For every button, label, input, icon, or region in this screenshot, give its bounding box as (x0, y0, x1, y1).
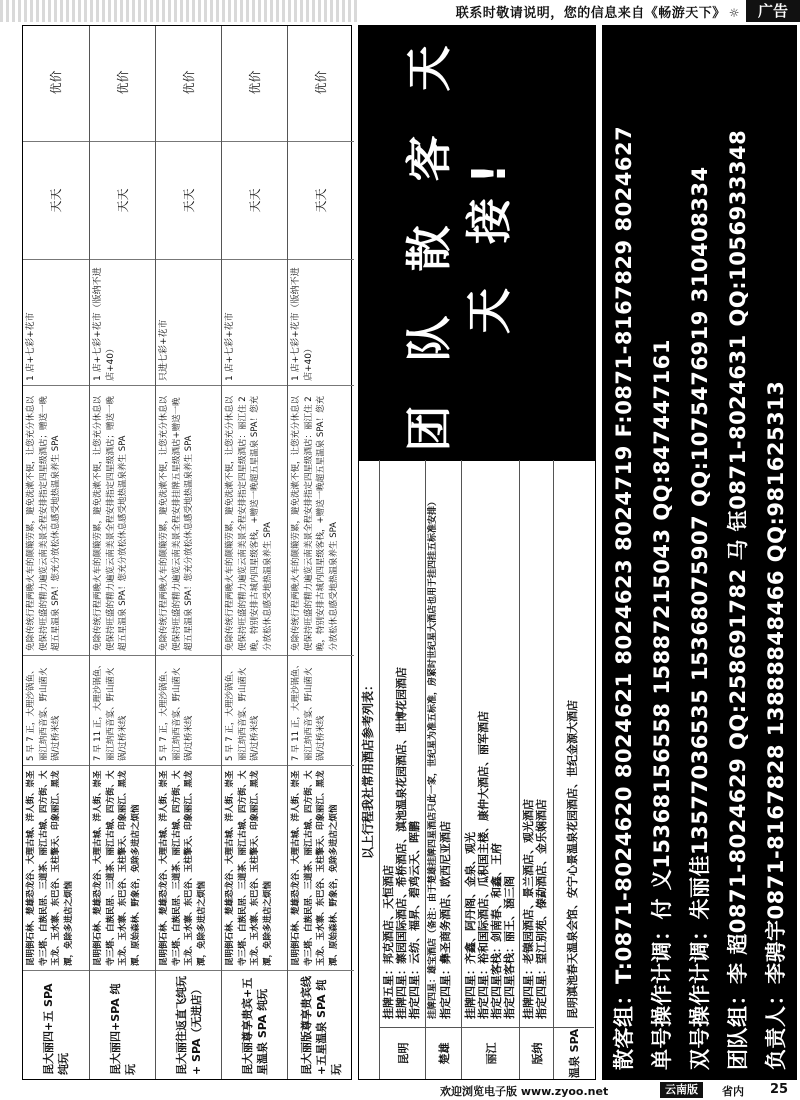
route-meals: 5 早 7 正，大理沙锅鱼、丽江纳西音宴、野山菌火锅/过桥米线 (156, 656, 222, 766)
itinerary-table (22, 25, 352, 1080)
route-hotel: 免除传统行程两晚火车的颠簸劳累，避免洗漱不便，让您充分休息以便保持旺盛的精力遍览云南美景全程安排指定四星级酒店：丽江住 2 晚，特别安排古城内四星级客栈，+赠送一晚超五星温泉 SPA！您充分放松休息感受地热温泉养生 SPA (288, 386, 354, 656)
hotel-row-spa (553, 459, 594, 1079)
hotel-line: 挂牌四星：老镍园酒店、景兰酒店、观光酒店 (522, 799, 535, 1019)
hotel-row-banna (519, 459, 553, 1079)
route-name: 昆大丽四+SPA 纯玩 (109, 983, 137, 1075)
route-spots: 昆明倒石林、楚雄恐龙谷、大理古城、洋人街、崇圣寺三塔、白族民居、三道茶、丽江古城、四方街、大玉龙、玉水寨、东巴谷、玉柱擎天、印象丽江、黑龙潭，免除多进店之烦恼 (156, 766, 222, 971)
hotel-row-lijiang (461, 459, 519, 1079)
source-notice: 联系时敬请说明，您的信息来自《畅游天下》 ☼ (455, 6, 740, 21)
edition-tag: 云南版 (660, 1082, 703, 1098)
contact-line: 双号操作计调：朱丽佳13577036535 15368075907 QQ:1075476919 310408334 (688, 166, 712, 1070)
route-meals: 5 早 7 正，大理沙锅鱼、丽江纳西音宴、野山菌火锅/过桥米线 (23, 656, 89, 766)
route-hotel: 免除传统行程两晚火车的颠簸劳累，避免洗漱不便，让您充分休息以便保持旺盛的精力遍览云南美景全程安排挂牌五星级酒店+赠送一晚超五星温泉 SPA！您充分放松休息感受地热温泉养生 SPA (156, 386, 222, 656)
hotel-city: 温泉 SPA (554, 1027, 594, 1079)
route-price: 优价 (288, 24, 354, 142)
route-hotel: 免除传统行程两晚火车的颠簸劳累，避免洗漱不便，让您充分休息以便保持旺盛的精力遍览云南美景全程安排指定四星级酒店；赠送一晚超五星温泉 SPA！您充分放松休息感受地热温泉养生 SPA (90, 386, 156, 656)
promo-title: 团 队 散 客 天 天 接! (402, 31, 516, 452)
hotel-line: 指定四星：裕和国际酒店、瓜积国主楼、康仲大酒店、丽军酒店 (477, 711, 490, 1019)
contact-line: 散客组：T:0871-8024620 8024621 8024623 8024719 F:0871-8167829 8024627 (612, 125, 636, 1070)
hotel-line: 挂牌四星：齐鑫、阿丹阁、金泉、观光 (464, 832, 477, 1019)
route-spots: 昆明倒石林、楚雄恐龙谷、大理古城、洋人街、崇圣寺三塔、白族民居、三道茶、丽江古城、四方街、大玉龙、玉水寨、东巴谷、玉柱擎天、印象丽江、黑龙潭，免除多进店之烦恼 (23, 766, 89, 971)
hotel-list (358, 460, 596, 1080)
route-shopping: 只进七彩+花市 (156, 260, 222, 386)
hotel-row-kunming (379, 459, 425, 1079)
route-price: 优价 (156, 24, 222, 142)
hotel-city: 昆明 (380, 1027, 425, 1079)
hotel-line: 指定四星：彝圣商务酒店、欧西尼亚酒店 (439, 821, 452, 1019)
hotel-line: 指定四星客栈：剑南春、和鑫、王府 (490, 843, 503, 1019)
promo-block (358, 25, 596, 460)
contact-line: 团队组：李 超0871-8024629 QQ:258691782 马 钰0871-8024631 QQ:1056933348 (726, 129, 750, 1070)
route-price: 优价 (90, 24, 156, 142)
hotel-line: 指定四星：望江别苑、傣勐酒店、金乐娴酒店 (535, 799, 548, 1019)
route-days: 天天 (222, 142, 288, 260)
route-price: 优价 (23, 24, 89, 142)
route-hotel: 免除传统行程两晚火车的颠簸劳累，避免洗漱不便，让您充分休息以便保持旺盛的精力遍览云南美景全程安排指定四星级酒店；赠送一晚超五星温泉 SPA！您充分放松休息感受地热温泉养生 SPA (23, 386, 89, 656)
hotel-line: 昆明滇池春天温泉会馆、安宁心景温泉花园酒店、世纪金源大酒店 (566, 700, 579, 1019)
table-row (221, 26, 287, 1079)
page-footer (0, 1081, 800, 1100)
contact-block (602, 25, 797, 1080)
sun-icon: ☼ (728, 6, 740, 20)
table-row (155, 26, 221, 1079)
route-name: 昆大丽往返直飞纯玩+ SPA（无进店） (175, 976, 203, 1075)
route-shopping: 1 店+七彩+花市 (222, 260, 288, 386)
table-row (23, 26, 89, 1079)
hotel-line: 挂牌五星：邦克酒店、天恒酒店 (382, 865, 395, 1019)
route-name: 昆大丽版尊享贵宾线+五星温泉 SPA 纯玩 (299, 976, 343, 1075)
route-meals: 7 早 11 正，大理沙锅鱼、丽江纳西音宴、野山菌火锅/过桥米线 (90, 656, 156, 766)
route-shopping: 1 店+七彩+花市（版纳不进店+40） (90, 260, 156, 386)
table-row (287, 26, 353, 1079)
ad-label: 广告 (746, 0, 800, 22)
route-hotel: 免除传统行程两晚火车的颠簸劳累，避免洗漱不便，让您充分休息以便保持旺盛的精力遍览云南美景全程安排指定四星级酒店：丽江住 2 晚，特别安排古城内四星级客栈，+赠送一晚超五星温泉 SPA！您充分放松休息感受地热温泉养生 SPA (222, 386, 288, 656)
route-spots: 昆明倒石林、楚雄恐龙谷、大理古城、洋人街、崇圣寺三塔、白族民居、三道茶、丽江古城、四方街、大玉龙、玉水寨、东巴谷、玉柱擎天、印象丽江、黑龙潭，免除多进店之烦恼 (222, 766, 288, 971)
contact-line: 单号操作计调：付 义15368156558 15887215043 QQ:847447161 (650, 338, 674, 1070)
route-shopping: 1 店+七彩+花市 (23, 260, 89, 386)
hotel-line: 挂牌四星：寨园国际酒店、希桥酒店、滇池温泉花园酒店、世博花园酒店 (395, 667, 408, 1019)
table-row (89, 26, 155, 1079)
route-shopping: 1 店+七彩+花市（版纳不进店+40） (288, 260, 354, 386)
route-days: 天天 (23, 142, 89, 260)
region-label: 省内 (722, 1085, 744, 1098)
route-name: 昆大丽四+五 SPA 纯玩 (42, 983, 70, 1075)
route-meals: 7 早 11 正，大理沙锅鱼、丽江纳西音宴、野山菌火锅/过桥米线 (288, 656, 354, 766)
route-days: 天天 (90, 142, 156, 260)
route-spots: 昆明倒石林、楚雄恐龙谷、大理古城、洋人街、崇圣寺三塔、白族民居、三道茶、丽江古城、四方街、大玉龙、玉水寨、东巴谷、玉柱擎天、印象丽江、黑龙潭、原始森林、野象谷，免除多进店之烦恼 (288, 766, 354, 971)
contact-line: 负责人：李骋宇0871-8167828 13888848466 QQ:981625313 (764, 380, 788, 1070)
hotel-line: 指定四星客栈：丽王、涵三阁 (503, 876, 516, 1019)
route-name: 昆大丽尊享贵宾+五星温泉 SPA 纯玩 (241, 977, 269, 1075)
hotel-line: 指定四星：云纺、福昇、碧鸡云天、晖鹏 (408, 821, 421, 1019)
route-days: 天天 (156, 142, 222, 260)
rotated-page (22, 25, 797, 1080)
top-banner (0, 0, 800, 22)
hotel-caption: 以上行程我社常用酒店参考列表： (361, 678, 375, 859)
hotel-line: 挂牌四星：雄宝酒店（备注：由于楚雄挂牌四星酒店只此一家，世纪星为准五标准，房紧时世纪星大酒店也用于挂四挂五标准安排） (428, 496, 438, 1019)
hotel-row-chuxiong (425, 459, 461, 1079)
route-spots: 昆明倒石林、楚雄恐龙谷、大理古城、洋人街、崇圣寺三塔、白族民居、三道茶、丽江古城、四方街、大玉龙、玉水寨、东巴谷、玉柱擎天、印象丽江、黑龙潭、原始森林、野象谷，免除多进店之烦恼 (90, 766, 156, 971)
route-meals: 5 早 7 正，大理沙锅鱼、丽江纳西音宴、野山菌火锅/过桥米线 (222, 656, 288, 766)
hotel-city: 版纳 (520, 1027, 553, 1079)
route-days: 天天 (288, 142, 354, 260)
page-number: 25 (770, 1082, 789, 1097)
hotel-city: 丽江 (462, 1027, 519, 1079)
hotel-city: 楚雄 (426, 1027, 461, 1079)
site-link[interactable]: 欢迎浏览电子版 www.zyoo.net (440, 1085, 609, 1098)
route-price: 优价 (222, 24, 288, 142)
